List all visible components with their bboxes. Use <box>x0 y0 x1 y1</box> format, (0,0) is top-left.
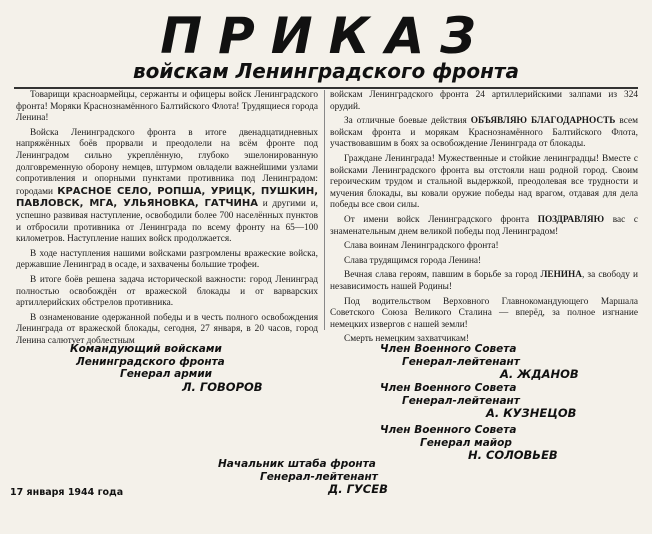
commander-rank: Генерал армии <box>120 368 213 380</box>
commander-title-2: Ленинградского фронта <box>76 355 225 368</box>
glory-warriors: Слава воинам Ленинградского фронта! <box>344 241 499 252</box>
member2-rank: Генерал-лейтенант <box>402 394 520 407</box>
member1-name: А. ЖДАНОВ <box>500 367 579 381</box>
offensive-rest: и другими и, успешно развивая наступление, освободили более 700 населённых пунктов и отбросили противника от Ленинграда по всему фронту на 65—100 километров. Наступление наших войск продолжается. <box>16 199 319 245</box>
congratulation-paragraph <box>330 215 638 238</box>
order-subtitle: войскам Ленинградского фронта <box>132 59 519 83</box>
commander-name: Л. ГОВОРОВ <box>182 379 263 394</box>
chief-rank: Генерал-лейтенант <box>260 470 378 483</box>
congratulation-word: ПОЗДРАВЛЯЮ <box>537 214 605 225</box>
gratitude-declaration: ОБЪЯВЛЯЮ БЛАГОДАРНОСТЬ <box>470 116 616 127</box>
gratitude-rest: всем войскам фронта и морякам Краснознамённого Балтийского Флота, участвовавшим в боях за освобождение Ленинграда от блокады. <box>330 116 638 150</box>
defeat-paragraph: В ходе наступления нашими войсками разгромлены вражеские войска, державшие Ленинград в осаде, и захвачены большие трофеи. <box>16 248 318 271</box>
eternal-glory-paragraph <box>330 270 638 293</box>
member1-rank: Генерал-лейтенант <box>402 355 520 368</box>
citizens-paragraph: Граждане Ленинграда! Мужественные и стойкие ленинградцы! Вместе с войсками Ленинградского фронта вы отстояли наш родной город. Своим героическим трудом и стальной выдержкой, преодолевая все трудности и мучения блокады, вы ковали оружие победы над врагом, отдавая для дела победы все свои силы. <box>330 153 638 211</box>
liberated-places: КРАСНОЕ СЕЛО, РОПША, УРИЦК, ПУШКИН, ПАВЛОВСК, МГА, УЛЬЯНОВКА, ГАТЧИНА <box>16 185 318 210</box>
member1-title: Член Военного Совета <box>380 343 517 355</box>
chief-title: Начальник штаба фронта <box>218 458 376 470</box>
signature-member-1 <box>380 343 579 381</box>
result-paragraph: В итоге боёв решена задача исторической важности: город Ленинград полностью освобождён от вражеской блокады и от варварских артиллерийских обстрелов противника. <box>16 274 318 309</box>
salute-paragraph: В ознаменование одержанной победы и в честь полного освобождения Ленинграда от вражеской блокады, сегодня, 27 января, в 20 часов, город Ленина салютует доблестным <box>16 312 318 346</box>
offensive-paragraph <box>16 128 318 246</box>
congratulation-rest: вас с знаменательным днем великой победы под Ленинградом! <box>330 214 638 237</box>
column-divider <box>324 90 325 330</box>
member2-title: Член Военного Совета <box>380 382 517 394</box>
death-slogan: Смерть немецким захватчикам! <box>344 334 469 345</box>
member2-name: А. КУЗНЕЦОВ <box>486 406 577 420</box>
header-rule <box>14 87 638 89</box>
signature-chief-of-staff <box>218 458 388 496</box>
right-text-column <box>330 90 638 349</box>
glory-workers: Слава трудящимся города Ленина! <box>344 255 482 266</box>
member3-name: Н. СОЛОВЬЕВ <box>468 448 558 462</box>
member3-rank: Генерал майор <box>420 436 512 449</box>
signature-member-2 <box>380 382 576 420</box>
salute-continuation: войскам Ленинградского фронта 24 артиллерийскими залпами из 324 орудий. <box>330 90 638 112</box>
order-date: 17 января 1944 года <box>10 487 124 498</box>
offensive-intro: Войска Ленинградского фронта в итоге двенадцатидневных напряжённых боёв прорвали и преодолели на всём фронте под Ленинградом сильно укреплённую, глубоко эшелонированную долговременную оборону немцев, штурмом овладели важнейшими узлами сопротивления и опорными пунктами противника под Ленинградом: городами <box>16 127 318 197</box>
chief-name: Д. ГУСЕВ <box>328 482 388 496</box>
lenin-city-name: ЛЕНИНА <box>540 270 582 281</box>
congratulation-intro: От имени войск Ленинградского фронта <box>344 214 530 225</box>
order-title: ПРИКАЗ <box>160 7 492 65</box>
eternal-glory-intro: Вечная слава героям, павшим в борьбе за город <box>344 270 538 281</box>
eternal-glory-rest: , за свободу и независимость нашей Родины! <box>330 270 639 292</box>
left-text-column <box>16 90 318 350</box>
commander-title-1: Командующий войсками <box>70 343 222 355</box>
gratitude-intro: За отличные боевые действия <box>344 116 467 127</box>
signature-member-3 <box>380 424 558 462</box>
gratitude-paragraph <box>330 116 638 151</box>
member3-title: Член Военного Совета <box>380 424 517 436</box>
address-paragraph: Товарищи красноармейцы, сержанты и офицеры войск Ленинградского фронта! Моряки Краснознамённого Балтийского Флота! Трудящиеся города Ленина! <box>16 90 318 124</box>
signature-commander <box>70 343 263 393</box>
leadership-paragraph: Под водительством Верховного Главнокомандующего Маршала Советского Союза Великого Сталина — вперёд, за полное изгнание немецких извергов с нашей земли! <box>330 296 638 330</box>
